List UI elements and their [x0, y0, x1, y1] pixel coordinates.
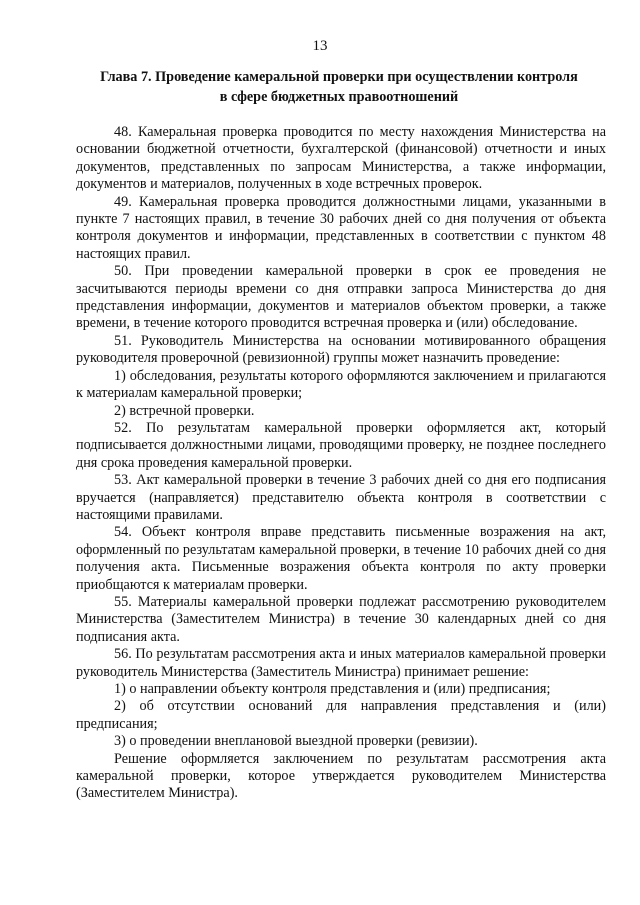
page-number: 13	[312, 38, 328, 54]
document-body	[76, 124, 606, 803]
paragraph-49: 49. Камеральная проверка проводится должностными лицами, указанными в пункте 7 настоящих правил, в течение 30 рабочих дней со дня получения от объекта контроля документов и информации, представленных в соответствии с пунктом 48 настоящих правил.	[76, 193, 606, 262]
paragraph-54: 54. Объект контроля вправе представить письменные возражения на акт, оформленный по результатам камеральной проверки, в течение 10 рабочих дней со дня получения акта. Письменные возражения объекта контроля по акту проверки приобщаются к материалам проверки.	[76, 524, 606, 593]
paragraph-56-item-1: 1) о направлении объекту контроля представления и (или) предписания;	[114, 681, 551, 697]
paragraph-48: 48. Камеральная проверка проводится по месту нахождения Министерства на основании бюджетной отчетности, бухгалтерской (финансовой) отчетности и иных документов, представленных по запросам Министерства, а также информации, документов и материалов, полученных в ходе встречных проверок.	[76, 124, 606, 193]
paragraph-decision: Решение оформляется заключением по результатам рассмотрения акта камеральной проверки, которое утверждается руководителем Министерства (Заместителем Министра).	[76, 750, 606, 802]
chapter-title-line-2: в сфере бюджетных правоотношений	[219, 89, 459, 105]
paragraph-51-item-2: 2) встречной проверки.	[114, 402, 255, 419]
paragraph-51-item-1: 1) обследования, результаты которого оформляются заключением и прилагаются к материалам камеральной проверки;	[76, 367, 606, 402]
paragraph-50: 50. При проведении камеральной проверки в срок ее проведения не засчитываются периоды времени со дня отправки запроса Министерства до дня представления информации, документов и материалов объектом проверки, а также времени, в течение которого проводится встречная проверка и (или) обследование.	[76, 263, 606, 332]
chapter-title-line-1: Глава 7. Проведение камеральной проверки при осуществлении контроля	[100, 69, 578, 85]
paragraph-51: 51. Руководитель Министерства на основании мотивированного обращения руководителя проверочной (ревизионной) группы может назначить проведение:	[76, 332, 606, 367]
paragraph-53: 53. Акт камеральной проверки в течение 3 рабочих дней со дня его подписания вручается (направляется) представителю объекта контроля в соответствии с настоящими правилами.	[76, 472, 606, 523]
paragraph-56: 56. По результатам рассмотрения акта и иных материалов камеральной проверки руководитель Министерства (Заместитель Министра) принимает решение:	[76, 646, 606, 680]
paragraph-56-item-3: 3) о проведении внеплановой выездной проверки (ревизии).	[114, 733, 478, 750]
chapter-title	[76, 67, 602, 107]
paragraph-52: 52. По результатам камеральной проверки оформляется акт, который подписывается должностными лицами, проводящими проверку, не позднее последнего дня срока проведения камеральной проверки.	[76, 419, 606, 471]
paragraph-56-item-2: 2) об отсутствии оснований для направления представления и (или) предписания;	[76, 698, 606, 732]
paragraph-55: 55. Материалы камеральной проверки подлежат рассмотрению руководителем Министерства (Заместителем Министра) в течение 30 календарных дней со дня подписания акта.	[76, 593, 606, 645]
